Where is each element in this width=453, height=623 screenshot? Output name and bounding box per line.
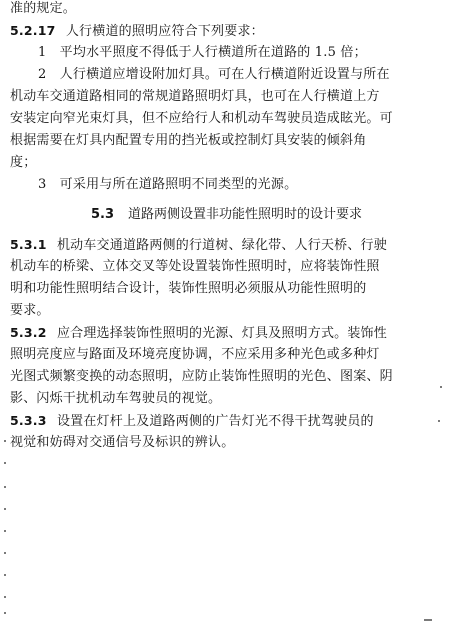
item-3 [38,176,297,193]
paragraph-text: 度； [10,155,37,170]
scan-speck [4,596,6,598]
text-line [10,434,234,451]
text-line [10,88,380,105]
paragraph-text: 机动车交通道路相同的常规道路照明灯具，也可在人行横道上方 [10,89,380,104]
clause-number: 5.2.17 [10,23,56,38]
paragraph-text: 影、闪烁干扰机动车驾驶员的视觉。 [10,391,222,406]
clause-5-3-1 [10,236,387,254]
item-1 [38,44,367,61]
clause-5-3-3 [10,412,374,430]
item-text: 2 人行横道应增设附加灯具。可在人行横道附近设置与所在 [38,67,390,82]
clause-5-3-2 [10,324,387,342]
clause-number: 5.3.1 [10,237,47,252]
paragraph-text: 明和功能性照明结合设计，装饰性照明必须服从功能性照明的 [10,281,367,296]
scan-speck [4,508,6,510]
scan-speck [424,619,432,621]
clause-number: 5.3.2 [10,325,47,340]
item-text: 1 平均水平照度不得低于人行横道所在道路的 1.5 倍； [38,45,367,60]
scan-speck [4,612,6,614]
clause-text: 设置在灯杆上及道路两侧的广告灯光不得干扰驾驶员的 [56,414,374,429]
section-number: 5.3 [90,207,114,222]
paragraph-text: 根据需要在灯具内配置专用的挡光板或控制灯具安装的倾斜角 [10,133,367,148]
paragraph-text: 机动车的桥梁、立体交叉等处设置装饰性照明时，应将装饰性照 [10,259,380,274]
clause-text: 应合理选择装饰性照明的光源、灯具及照明方式。装饰性 [56,326,387,341]
section-heading [0,206,453,223]
text-line [10,0,76,17]
text-line [10,368,393,385]
paragraph-text: 安装定向窄光束灯具，但不应给行人和机动车驾驶员造成眩光。可 [10,111,393,126]
clause-text: 机动车交通道路两侧的行道树、绿化带、人行天桥、行驶 [56,238,387,253]
text-line [10,280,366,297]
scan-speck [4,574,6,576]
clause-5-2-17 [10,22,264,40]
scan-speck [4,440,6,442]
clause-text: 人行横道的照明应符合下列要求： [65,24,264,39]
paragraph-text: 光图式频繁变换的动态照明，应防止装饰性照明的光色、图案、阴 [10,369,393,384]
text-line [10,110,393,127]
paragraph-text: 要求。 [10,303,50,318]
text-line [10,302,50,319]
scan-speck [4,462,6,464]
section-title: 道路两侧设置非功能性照明时的设计要求 [128,207,363,222]
paragraph-text: 视觉和妨碍对交通信号及标识的辨认。 [10,435,235,450]
text-line [10,346,380,363]
item-text: 3 可采用与所在道路照明不同类型的光源。 [38,177,298,192]
text-line [10,258,380,275]
paragraph-text: 准的规定。 [10,1,77,16]
text-line [10,390,221,407]
scan-speck [440,386,442,388]
item-2 [38,66,390,83]
scan-speck [4,552,6,554]
text-line [10,154,36,171]
scan-speck [4,530,6,532]
paragraph-text: 照明亮度应与路面及环境亮度协调，不应采用多种光色或多种灯 [10,347,380,362]
text-line [10,132,366,149]
clause-number: 5.3.3 [10,413,47,428]
scan-speck [4,486,6,488]
scan-speck [438,420,440,422]
